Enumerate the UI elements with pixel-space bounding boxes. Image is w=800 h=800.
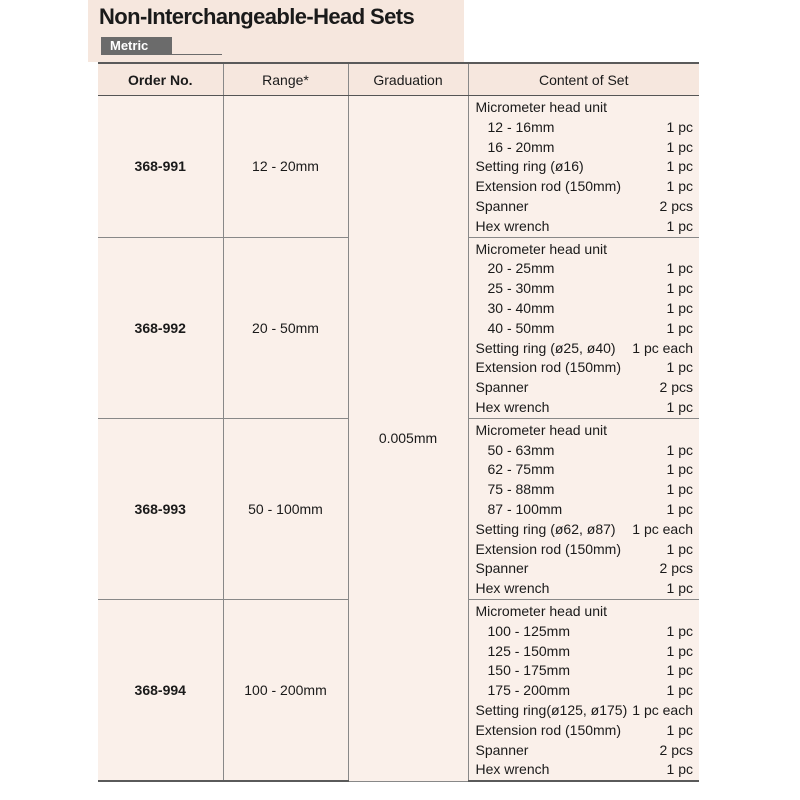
list-item [476,398,694,418]
header-row [98,63,699,96]
item-name: Hex wrench [475,580,550,597]
item-qty: 1 pc [666,260,693,277]
item-qty: 1 pc each [632,339,693,356]
item-qty: 1 pc [666,158,693,175]
list-item [476,721,694,741]
item-name: 175 - 200mm [487,682,570,699]
list-item [476,421,694,441]
list-item [476,118,694,138]
item-name: 62 - 75mm [487,461,555,478]
list-item [476,701,694,721]
range-cell: 100 - 200mm [223,599,348,781]
item-name: Extension rod (150mm) [475,721,622,738]
item-name: Extension rod (150mm) [475,178,622,195]
list-item [476,559,694,579]
divider [172,54,222,55]
item-name: Setting ring (ø62, ø87) [475,520,616,537]
item-qty: 1 pc [666,580,693,597]
item-qty: 1 pc [666,280,693,297]
item-name: Setting ring (ø16) [475,158,584,175]
item-name: 40 - 50mm [487,319,555,336]
content-list [469,238,700,418]
spec-table [98,62,699,782]
list-item [476,681,694,701]
content-cell [468,599,699,781]
content-list [469,600,700,780]
content-list [469,96,700,237]
list-item [476,602,694,622]
item-qty: 2 pcs [659,379,693,396]
list-item [476,741,694,761]
item-qty: 1 pc [666,217,693,234]
order-no-cell: 368-993 [98,418,223,599]
list-item [476,500,694,520]
item-name: Spanner [475,741,529,758]
item-name: 87 - 100mm [487,500,563,517]
list-item [476,622,694,642]
list-item [476,480,694,500]
content-cell [468,418,699,599]
list-item [476,299,694,319]
item-qty: 1 pc [666,540,693,557]
item-name: Micrometer head unit [475,602,608,619]
item-name: 30 - 40mm [487,299,555,316]
list-item [476,339,694,359]
graduation-cell: 0.005mm [348,96,468,782]
item-name: Hex wrench [475,761,550,778]
list-item [476,520,694,540]
header-order-no: Order No. [98,63,223,96]
list-item [476,197,694,217]
item-name: Micrometer head unit [475,240,608,257]
item-name: 20 - 25mm [487,260,555,277]
item-qty: 1 pc [666,642,693,659]
item-qty: 1 pc [666,500,693,517]
item-name: Hex wrench [475,217,550,234]
item-qty: 1 pc [666,398,693,415]
item-qty: 1 pc [666,441,693,458]
item-name: Spanner [475,560,529,577]
item-name: 75 - 88mm [487,481,555,498]
item-qty: 1 pc [666,682,693,699]
item-qty: 1 pc each [632,701,693,718]
list-item [476,138,694,158]
list-item [476,358,694,378]
list-item [476,240,694,260]
item-name: Extension rod (150mm) [475,359,622,376]
item-name: Setting ring (ø25, ø40) [475,339,616,356]
order-no-cell: 368-992 [98,237,223,418]
item-qty: 1 pc [666,178,693,195]
list-item [476,460,694,480]
item-qty: 2 pcs [659,197,693,214]
item-name: Extension rod (150mm) [475,540,622,557]
item-name: 16 - 20mm [487,138,555,155]
item-qty: 1 pc [666,299,693,316]
list-item [476,157,694,177]
list-item [476,279,694,299]
item-name: 50 - 63mm [487,441,555,458]
page-title: Non-Interchangeable-Head Sets [99,4,415,29]
range-cell: 12 - 20mm [223,96,348,238]
range-cell: 50 - 100mm [223,418,348,599]
list-item [476,217,694,237]
item-qty: 1 pc [666,319,693,336]
item-name: Micrometer head unit [475,421,608,438]
header-range: Range* [223,63,348,96]
item-qty: 2 pcs [659,560,693,577]
item-qty: 2 pcs [659,741,693,758]
list-item [476,378,694,398]
item-name: Hex wrench [475,398,550,415]
item-qty: 1 pc [666,721,693,738]
content-cell [468,237,699,418]
list-item [476,642,694,662]
header-content: Content of Set [468,63,699,96]
item-qty: 1 pc [666,622,693,639]
item-qty: 1 pc each [632,520,693,537]
item-name: 125 - 150mm [487,642,570,659]
list-item [476,98,694,118]
range-cell: 20 - 50mm [223,237,348,418]
list-item [476,579,694,599]
list-item [476,259,694,279]
item-name: Setting ring(ø125, ø175) [475,701,628,718]
list-item [476,319,694,339]
order-no-cell: 368-991 [98,96,223,238]
item-qty: 1 pc [666,461,693,478]
item-qty: 1 pc [666,138,693,155]
list-item [476,540,694,560]
list-item [476,177,694,197]
order-no-cell: 368-994 [98,599,223,781]
item-name: 12 - 16mm [487,118,555,135]
item-name: 150 - 175mm [487,662,570,679]
list-item [476,441,694,461]
item-name: 100 - 125mm [487,622,570,639]
content-cell [468,96,699,238]
item-name: Spanner [475,379,529,396]
header-graduation: Graduation [348,63,468,96]
content-list [469,419,700,599]
list-item [476,760,694,780]
item-name: Micrometer head unit [475,99,608,115]
item-qty: 1 pc [666,481,693,498]
item-name: 25 - 30mm [487,280,555,297]
table-row [98,96,699,238]
item-qty: 1 pc [666,761,693,778]
item-qty: 1 pc [666,662,693,679]
list-item [476,661,694,681]
metric-tab: Metric [101,37,172,55]
item-qty: 1 pc [666,118,693,135]
item-name: Spanner [475,197,529,214]
item-qty: 1 pc [666,359,693,376]
